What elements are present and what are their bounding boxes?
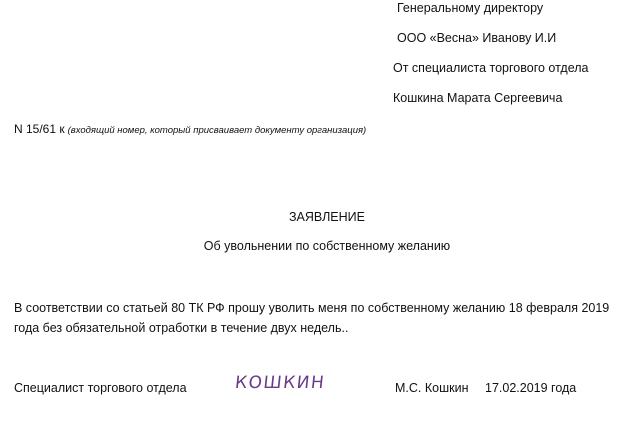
signature-name: М.С. Кошкин [395, 381, 469, 395]
sender-name: Кошкина Марата Сергеевича [393, 91, 563, 105]
document-title: ЗАЯВЛЕНИЕ [288, 210, 365, 224]
body-paragraph: В соответствии со статьей 80 ТК РФ прошу уволить меня по собственному желанию 18 февраля 2019 года без обязательной отработки в течение двух недель.. [14, 301, 610, 335]
registration-number: N 15/61 к [14, 122, 65, 136]
addressee-company-person: ООО «Весна» Иванову И.И [397, 31, 557, 45]
signature-position: Специалист торгового отдела [14, 381, 187, 395]
sender-position: От специалиста торгового отдела [393, 61, 589, 75]
registration-line [14, 121, 366, 139]
document-subtitle: Об увольнении по собственному желанию [203, 239, 451, 253]
signature-date: 17.02.2019 года [485, 381, 577, 395]
handwritten-signature: КОШКИН [233, 373, 327, 393]
addressee-position: Генеральному директору [397, 1, 544, 15]
registration-note: (входящий номер, который присваивает документу организация) [67, 125, 367, 136]
